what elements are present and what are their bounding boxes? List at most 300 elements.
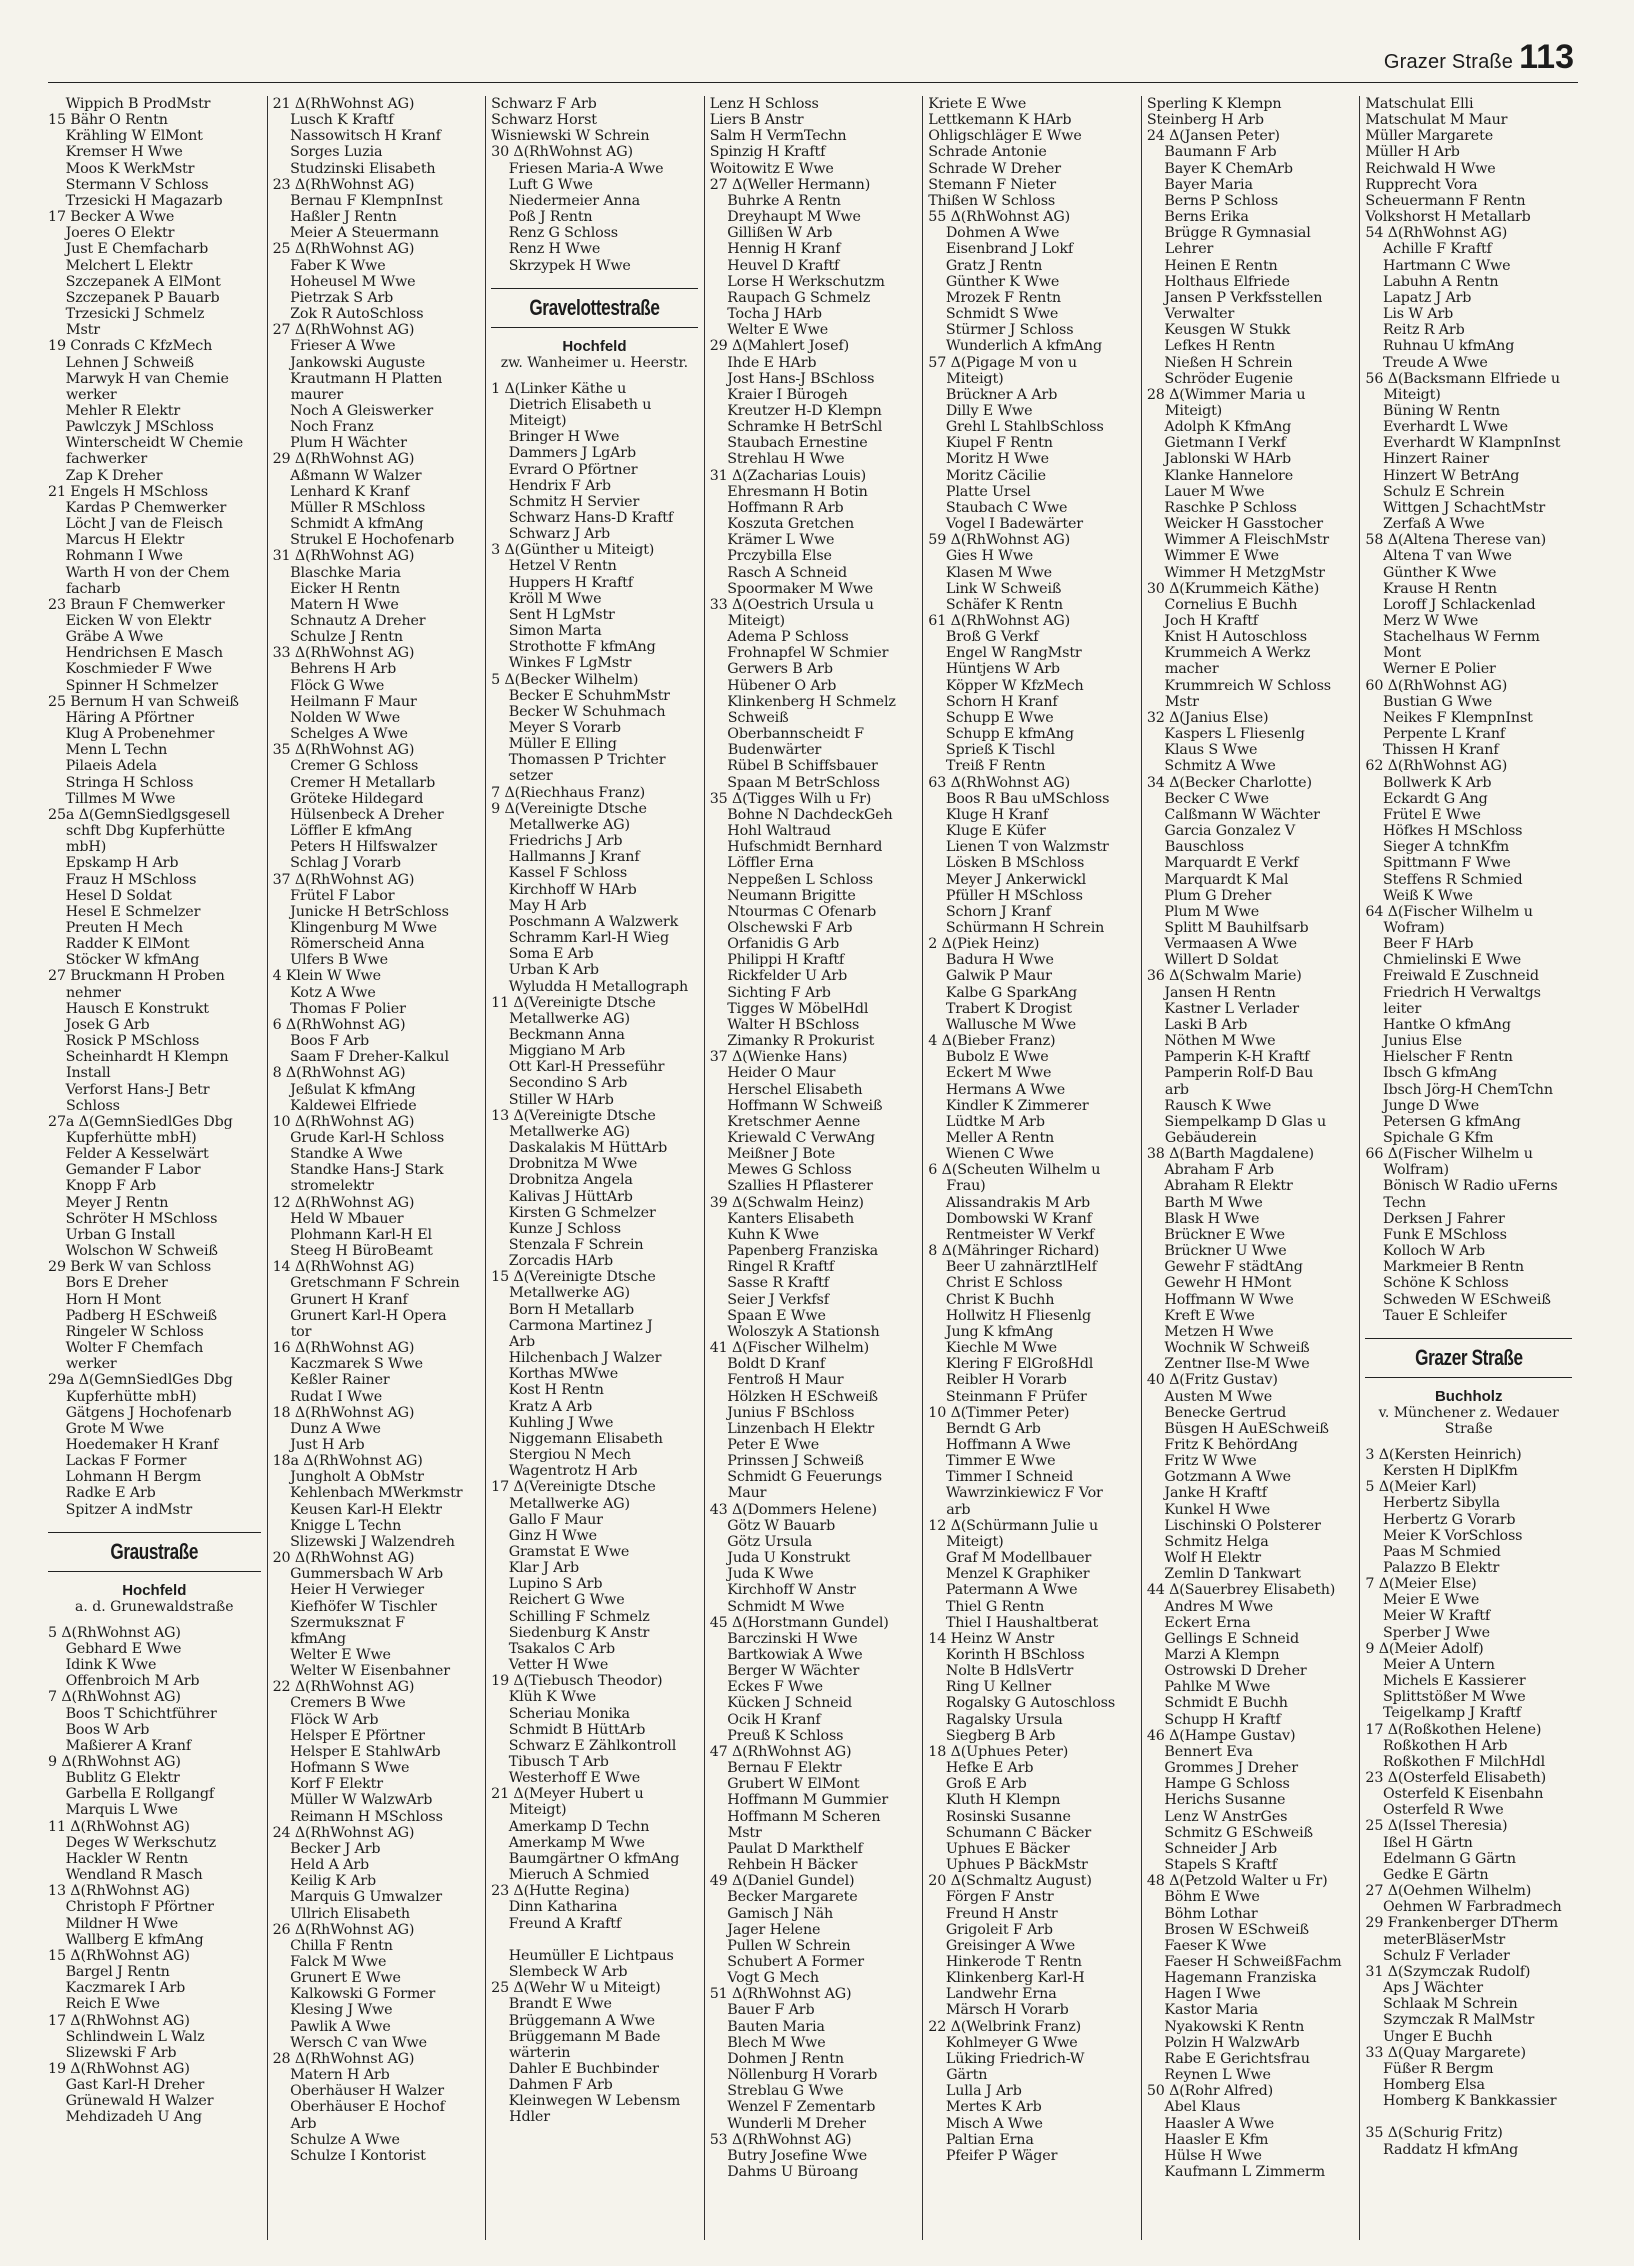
- resident-entry: Strehlau H Wwe: [709, 451, 845, 468]
- entry-continuation: Metallwerke AG): [509, 816, 630, 833]
- resident-entry: Brückner A Arb: [928, 386, 1058, 403]
- resident-entry: Zok R AutoSchloss: [272, 306, 424, 323]
- resident-entry: Klar J Arb: [491, 1560, 579, 1577]
- resident-entry: Just E Chemfacharb: [48, 241, 209, 258]
- resident-entry: Held W Mbauer: [272, 1210, 404, 1227]
- resident-entry: Paas M Schmied: [1365, 1543, 1501, 1560]
- resident-entry: Hendrix F Arb: [491, 477, 611, 494]
- resident-entry: Friesen Maria-A Wwe: [491, 160, 664, 177]
- resident-entry: 23 Δ(RhWohnst AG): [272, 176, 415, 193]
- resident-entry: 40 Δ(Fritz Gustav): [1146, 1372, 1278, 1389]
- resident-entry: Schmitz A Wwe: [1146, 758, 1276, 775]
- resident-entry: Klug A Probenehmer: [48, 726, 215, 743]
- resident-entry: Kaczmarek I Arb: [48, 1980, 186, 1997]
- resident-entry: Szczepanek P Bauarb: [48, 289, 220, 306]
- resident-entry: Friedrichs J Arb: [491, 833, 623, 850]
- resident-entry: Schulz F Verlader: [1365, 1947, 1510, 1964]
- resident-entry: Gewehr F städtAng: [1146, 1259, 1303, 1276]
- resident-entry: Christ K Buchh: [928, 1291, 1055, 1308]
- resident-entry: 9 Δ(RhWohnst AG): [48, 1754, 181, 1770]
- resident-entry: 5 Δ(RhWohnst AG): [48, 1624, 181, 1641]
- resident-entry: Altena T van Wwe: [1365, 548, 1512, 565]
- resident-entry: Eckardt G Ang: [1365, 790, 1488, 807]
- resident-entry: Urban K Arb: [491, 962, 599, 979]
- resident-entry: Nießen H Schrein: [1146, 354, 1293, 371]
- resident-entry: Niedermeier Anna: [491, 192, 641, 209]
- resident-entry: Hoheusel M Wwe: [272, 273, 416, 290]
- resident-entry: Hagemann Franziska: [1146, 1970, 1317, 1987]
- resident-entry: Dunz A Wwe: [272, 1420, 381, 1437]
- resident-entry: Merz W Wwe: [1365, 613, 1479, 629]
- resident-entry: Pawlik A Wwe: [272, 2018, 391, 2035]
- resident-entry: Schulze J Rentn: [272, 629, 403, 646]
- resident-entry: Labuhn A Rentn: [1365, 273, 1499, 290]
- resident-entry: Homberg Elsa: [1365, 2076, 1485, 2093]
- resident-entry: Christ E Schloss: [928, 1275, 1063, 1292]
- resident-entry: Schumann C Bäcker: [928, 1824, 1092, 1841]
- resident-entry: Beckmann Anna: [491, 1026, 625, 1043]
- district-name: Hochfeld: [122, 1581, 187, 1599]
- resident-entry: Siempelkamp D Glas u: [1146, 1113, 1327, 1130]
- resident-entry: Hesel D Soldat: [48, 887, 172, 904]
- resident-entry: Wolschon W Schweiß: [48, 1243, 218, 1260]
- resident-entry: Frauz H MSchloss: [48, 871, 197, 888]
- directory-column: [1141, 96, 1360, 2240]
- resident-entry: Kirchhoff W Anstr: [709, 1582, 856, 1599]
- resident-entry: 47 Δ(RhWohnst AG): [709, 1743, 852, 1760]
- resident-entry: 20 Δ(RhWohnst AG): [272, 1550, 415, 1567]
- resident-entry: Höfkes H MSchloss: [1365, 823, 1523, 840]
- resident-entry: Müller W WalzwArb: [272, 1792, 433, 1809]
- resident-entry: Stürmer J Schloss: [928, 322, 1074, 339]
- street-range: a. d. Grunewaldstraße: [75, 1598, 234, 1615]
- resident-entry: Paltian Erna: [928, 2131, 1034, 2148]
- resident-entry: Horn H Mont: [48, 1291, 161, 1308]
- resident-entry: Dilly E Wwe: [928, 402, 1033, 419]
- resident-entry: Linzenbach H Elektr: [709, 1420, 875, 1437]
- resident-entry: Zap K Dreher: [48, 467, 163, 484]
- resident-entry: Offenbroich M Arb: [48, 1673, 200, 1690]
- resident-entry: Heider O Maur: [709, 1065, 836, 1082]
- entry-continuation: facharb: [66, 580, 121, 597]
- resident-entry: Schubert A Former: [709, 1953, 864, 1970]
- resident-entry: Meier E Wwe: [1365, 1592, 1480, 1609]
- resident-entry: Heumüller E Lichtpaus: [491, 1947, 674, 1964]
- resident-entry: Hantke O kfmAng: [1365, 1016, 1511, 1033]
- resident-entry: 2 Δ(Piek Heinz): [928, 936, 1040, 953]
- resident-entry: Bublitz G Elektr: [48, 1770, 180, 1787]
- resident-entry: Chmielinski E Wwe: [1365, 952, 1522, 969]
- resident-entry: Schupp E Wwe: [928, 709, 1054, 726]
- entry-continuation: macher: [1164, 661, 1219, 678]
- resident-entry: Keusen Karl-H Elektr: [272, 1501, 442, 1518]
- resident-entry: 27 Δ(Oehmen Wilhelm): [1365, 1883, 1532, 1900]
- resident-entry: Osterfeld R Wwe: [1365, 1802, 1504, 1819]
- entry-continuation: Miteigt): [1383, 386, 1441, 403]
- resident-entry: Huppers H Kraftf: [491, 574, 633, 591]
- resident-entry: Becker E SchuhmMstr: [491, 687, 670, 704]
- street-range: zw. Wanheimer u. Heerstr.: [500, 354, 689, 371]
- directory-column: [267, 96, 486, 2240]
- resident-entry: Klesing J Wwe: [272, 2002, 393, 2019]
- resident-entry: 43 Δ(Dommers Helene): [709, 1501, 877, 1518]
- resident-entry: Cremers B Wwe: [272, 1695, 406, 1712]
- entry-continuation: arb: [946, 1501, 971, 1518]
- resident-entry: Thiel G Rentn: [928, 1598, 1045, 1615]
- resident-entry: Plum M Wwe: [1146, 903, 1260, 920]
- resident-entry: Schlag J Vorarb: [272, 855, 401, 872]
- resident-entry: Schelges A Wwe: [272, 726, 408, 743]
- entry-continuation: tor: [290, 1323, 312, 1340]
- resident-entry: 3 Δ(Kersten Heinrich): [1365, 1446, 1522, 1463]
- resident-entry: Adolph K KfmAng: [1146, 419, 1292, 436]
- resident-entry: Bauer F Arb: [709, 2002, 815, 2019]
- resident-entry: Thissen H Kranf: [1365, 742, 1499, 759]
- resident-entry: Freiwald E Zuschneid: [1365, 968, 1539, 985]
- resident-entry: Wallusche M Wwe: [928, 1016, 1077, 1033]
- resident-entry: Knigge L Techn: [272, 1517, 402, 1534]
- resident-entry: Garbella E Rollgangf: [48, 1786, 215, 1803]
- resident-entry: Schupp E kfmAng: [928, 726, 1074, 743]
- resident-entry: Mieruch A Schmied: [491, 1867, 650, 1884]
- resident-entry: Hermans A Wwe: [928, 1081, 1066, 1098]
- resident-entry: 31 Δ(RhWohnst AG): [272, 548, 415, 565]
- resident-entry: Marcus H Elektr: [48, 532, 185, 549]
- resident-entry: Hoffmann M Scheren: [709, 1808, 881, 1825]
- resident-entry: Vogel I Badewärter: [928, 516, 1083, 533]
- resident-entry: Oberhäuser E Hochof: [272, 2099, 445, 2116]
- resident-entry: Kolloch W Arb: [1365, 1243, 1486, 1260]
- resident-entry: Ruhnau U kfmAng: [1365, 338, 1515, 355]
- resident-entry: Wienen C Wwe: [928, 1146, 1054, 1163]
- resident-entry: Thiel I Haushaltberat: [928, 1614, 1099, 1631]
- directory-column: [922, 96, 1141, 2240]
- resident-entry: Drobnitza Angela: [491, 1172, 633, 1189]
- resident-entry: 25 Δ(Wehr W u Miteigt): [491, 1980, 661, 1997]
- resident-entry: Kraier I Bürogeh: [709, 386, 848, 403]
- resident-entry: Rausch K Wwe: [1146, 1097, 1272, 1114]
- entry-continuation: Arb: [290, 2115, 317, 2132]
- resident-entry: 8 Δ(RhWohnst AG): [272, 1065, 406, 1082]
- resident-entry: Löffler E kfmAng: [272, 823, 413, 840]
- resident-entry: 6 Δ(Scheuten Wilhelm u: [928, 1162, 1101, 1179]
- resident-entry: Schrade W Dreher: [928, 160, 1061, 177]
- entry-continuation: maurer: [290, 386, 344, 403]
- resident-entry: Renz H Wwe: [491, 241, 601, 258]
- resident-entry: Rübel B Schiffsbauer: [709, 758, 878, 775]
- resident-entry: Hinzert Rainer: [1365, 451, 1489, 468]
- resident-entry: Mildner H Wwe: [48, 1915, 179, 1932]
- resident-entry: Gietmann I Verkf: [1146, 435, 1286, 452]
- resident-entry: Ring U Kellner: [928, 1679, 1052, 1696]
- resident-entry: Welter E Wwe: [272, 1647, 391, 1663]
- resident-entry: Reitz R Arb: [1365, 322, 1465, 339]
- resident-entry: Mehler R Elektr: [48, 402, 181, 419]
- resident-entry: Kassel F Schloss: [491, 865, 628, 882]
- resident-entry: Kaufmann L Zimmerm: [1146, 2164, 1325, 2180]
- resident-entry: Matern H Arb: [272, 2067, 390, 2084]
- resident-entry: Pfeifer P Wäger: [928, 2147, 1058, 2164]
- resident-entry: Spichale G Kfm: [1365, 1130, 1494, 1146]
- resident-entry: Carmona Martinez J: [491, 1317, 653, 1334]
- resident-entry: Schrade Antonie: [928, 144, 1047, 161]
- resident-entry: Winterscheidt W Chemie: [48, 435, 244, 452]
- resident-entry: Freund A Kraftf: [491, 1915, 622, 1932]
- resident-entry: Just H Arb: [272, 1436, 365, 1453]
- resident-entry: Kunkel H Wwe: [1146, 1501, 1271, 1518]
- resident-entry: 23 Δ(Hutte Regina): [491, 1883, 630, 1900]
- entry-continuation: Schweiß: [727, 709, 789, 726]
- entry-continuation: mbH): [66, 839, 107, 856]
- resident-entry: Junicke H BetrSchloss: [272, 903, 449, 920]
- resident-entry: Tigges W MöbelHdl: [709, 1000, 869, 1017]
- resident-entry: Seier J Verkfsf: [709, 1291, 829, 1308]
- resident-entry: 44 Δ(Sauerbrey Elisabeth): [1146, 1582, 1336, 1599]
- resident-entry: Oberbannscheidt F: [709, 726, 864, 743]
- resident-entry: Schmidt S Wwe: [928, 306, 1059, 323]
- resident-entry: Rupprecht Vora: [1365, 176, 1478, 193]
- resident-entry: Staubach C Wwe: [928, 499, 1068, 516]
- resident-entry: Günther K Wwe: [1365, 564, 1497, 581]
- resident-entry: Marquis G Umwalzer: [272, 1889, 442, 1906]
- resident-entry: Zerfaß A Wwe: [1365, 516, 1485, 533]
- resident-entry: Woloszyk A Stationsh: [709, 1323, 880, 1340]
- resident-entry: Gedke E Gärtn: [1365, 1866, 1489, 1883]
- entry-continuation: Miteigt): [946, 1533, 1004, 1550]
- resident-entry: Studzinski Elisabeth: [272, 160, 436, 177]
- resident-entry: Schröter H MSchloss: [48, 1210, 218, 1227]
- resident-entry: Lis W Arb: [1365, 306, 1454, 323]
- resident-entry: Fritz K BehördAng: [1146, 1436, 1298, 1453]
- resident-entry: Kriewald C VerwAng: [709, 1130, 875, 1146]
- resident-entry: Matschulat Elli: [1365, 96, 1474, 112]
- entry-continuation: Miteigt): [727, 613, 785, 629]
- resident-entry: Müller E Elling: [491, 736, 617, 753]
- resident-entry: 29 Berk W van Schloss: [48, 1259, 212, 1276]
- resident-entry: Stenzala F Schrein: [491, 1237, 644, 1253]
- resident-entry: 35 Δ(Schurig Fritz): [1365, 2125, 1503, 2142]
- resident-entry: Reibler H Vorarb: [928, 1372, 1067, 1389]
- resident-entry: 10 Δ(RhWohnst AG): [272, 1113, 415, 1130]
- resident-entry: Köpper W KfzMech: [928, 677, 1084, 694]
- resident-entry: Prczybilla Else: [709, 548, 832, 565]
- resident-entry: Scheriau Monika: [491, 1705, 630, 1722]
- resident-entry: Schwarz Horst: [491, 112, 597, 129]
- resident-entry: Keilig K Arb: [272, 1873, 377, 1890]
- entry-continuation: Metallwerke AG): [509, 1285, 630, 1302]
- resident-entry: Holthaus Elfriede: [1146, 273, 1290, 290]
- resident-entry: Faeser K Wwe: [1146, 1937, 1267, 1954]
- resident-entry: Brückner U Wwe: [1146, 1243, 1287, 1260]
- resident-entry: Plohmann Karl-H El: [272, 1226, 432, 1243]
- resident-entry: Markmeier B Rentn: [1365, 1259, 1524, 1276]
- resident-entry: 48 Δ(Petzold Walter u Fr): [1146, 1873, 1328, 1890]
- resident-entry: Reich E Wwe: [48, 1996, 160, 2013]
- resident-entry: Brügge R Gymnasial: [1146, 225, 1311, 242]
- entry-continuation: Miteigt): [946, 370, 1004, 387]
- resident-entry: Woitowitz E Wwe: [709, 160, 834, 177]
- resident-entry: Pahlke M Wwe: [1146, 1679, 1271, 1696]
- resident-entry: Petersen G kfmAng: [1365, 1113, 1521, 1130]
- resident-entry: Rehbein H Bäcker: [709, 1857, 858, 1874]
- resident-entry: 58 Δ(Altena Therese van): [1365, 532, 1547, 549]
- entry-continuation: arb: [1164, 1081, 1189, 1098]
- resident-entry: Welter W Eisenbahner: [272, 1663, 450, 1680]
- resident-entry: 12 Δ(Schürmann Julie u: [928, 1517, 1099, 1534]
- resident-entry: Schneider J Arb: [1146, 1840, 1278, 1857]
- resident-entry: Sperling K Klempn: [1146, 96, 1282, 112]
- resident-entry: Rogalsky G Autoschloss: [928, 1695, 1116, 1712]
- resident-entry: Olschewski F Arb: [709, 919, 853, 936]
- resident-entry: Kersten H DiplKfm: [1365, 1463, 1518, 1480]
- resident-entry: Lüking Friedrich-W: [928, 2050, 1085, 2067]
- resident-entry: Bustian G Wwe: [1365, 693, 1493, 710]
- resident-entry: Strothotte F kfmAng: [491, 639, 656, 656]
- resident-entry: Hielscher F Rentn: [1365, 1049, 1513, 1066]
- resident-entry: 49 Δ(Daniel Gundel): [709, 1873, 855, 1890]
- resident-entry: 64 Δ(Fischer Wilhelm u: [1365, 903, 1533, 920]
- resident-entry: Gewehr H HMont: [1146, 1275, 1292, 1292]
- resident-entry: Gamisch J Näh: [709, 1905, 834, 1922]
- resident-entry: Falck M Wwe: [272, 1953, 387, 1970]
- resident-entry: Pilaeis Adela: [48, 758, 157, 775]
- resident-entry: Spoormaker M Wwe: [709, 580, 874, 597]
- resident-entry: Schnautz A Dreher: [272, 613, 426, 629]
- resident-entry: Derksen J Fahrer: [1365, 1210, 1505, 1227]
- resident-entry: Laski B Arb: [1146, 1016, 1248, 1033]
- resident-entry: Ocik H Kranf: [709, 1711, 821, 1728]
- resident-entry: Dohmen J Rentn: [709, 2050, 844, 2067]
- resident-entry: Renz G Schloss: [491, 225, 618, 242]
- resident-entry: Urban G Install: [48, 1226, 176, 1243]
- resident-entry: Thomas F Polier: [272, 1000, 406, 1017]
- resident-entry: Meier K VorSchloss: [1365, 1527, 1523, 1544]
- resident-entry: Dahms U Büroang: [709, 2164, 859, 2180]
- resident-entry: Melchert L Elektr: [48, 257, 193, 274]
- resident-entry: Brüggemann A Wwe: [491, 2012, 655, 2029]
- resident-entry: Edelmann G Gärtn: [1365, 1850, 1516, 1867]
- resident-entry: Hausch E Konstrukt: [48, 1000, 209, 1017]
- resident-entry: 17 Becker A Wwe: [48, 209, 175, 226]
- resident-entry: 29 Δ(RhWohnst AG): [272, 451, 415, 468]
- resident-entry: Streblau G Wwe: [709, 2083, 844, 2100]
- resident-entry: Kreft E Wwe: [1146, 1307, 1255, 1324]
- resident-entry: Bernau F Elektr: [709, 1760, 842, 1777]
- resident-entry: Scheinhardt H Klempn: [48, 1049, 229, 1066]
- resident-entry: Berns Erika: [1146, 209, 1249, 226]
- resident-entry: Faeser H SchweißFachm: [1146, 1953, 1342, 1970]
- resident-entry: Vogt G Mech: [709, 1970, 819, 1987]
- resident-entry: Bayer K ChemArb: [1146, 160, 1293, 177]
- entry-continuation: Maur: [727, 1485, 767, 1502]
- resident-entry: Noch A Gleiswerker: [272, 402, 434, 419]
- resident-entry: 37 Δ(Wienke Hans): [709, 1049, 848, 1066]
- resident-entry: Blask H Wwe: [1146, 1210, 1260, 1227]
- resident-entry: Tsakalos C Arb: [491, 1640, 616, 1657]
- resident-entry: Hagen I Wwe: [1146, 1986, 1261, 2003]
- resident-entry: Beer U zahnärztlHelf: [928, 1259, 1097, 1276]
- resident-entry: Schmitz Helga: [1146, 1533, 1269, 1550]
- resident-entry: Buhrke A Rentn: [709, 192, 841, 209]
- resident-entry: Standke Hans-J Stark: [272, 1162, 444, 1179]
- resident-entry: Welter E Wwe: [709, 322, 829, 339]
- resident-entry: Polzin H WalzwArb: [1146, 2034, 1300, 2051]
- resident-entry: Heinen E Rentn: [1146, 257, 1278, 274]
- resident-entry: 53 Δ(RhWohnst AG): [709, 2131, 852, 2148]
- resident-entry: Kalivas J HüttArb: [491, 1188, 633, 1205]
- resident-entry: 17 Δ(Vereinigte Dtsche: [491, 1479, 656, 1496]
- resident-entry: Junius Else: [1365, 1033, 1462, 1050]
- resident-entry: Benecke Gertrud: [1146, 1404, 1287, 1421]
- entry-continuation: Budenwärter: [727, 742, 822, 759]
- entry-continuation: leiter: [1383, 1000, 1422, 1017]
- resident-entry: Wenzel F Zementarb: [709, 2099, 876, 2116]
- page-number: 113: [1519, 38, 1574, 76]
- resident-entry: Rickfelder U Arb: [709, 968, 848, 985]
- resident-entry: Krähling W ElMont: [48, 128, 203, 145]
- resident-entry: Palazzo B Elektr: [1365, 1559, 1500, 1576]
- resident-entry: Bayer Maria: [1146, 176, 1253, 193]
- resident-entry: [491, 1932, 698, 1948]
- resident-entry: Becker Margarete: [709, 1889, 858, 1906]
- resident-entry: Spitzer A indMstr: [48, 1501, 193, 1518]
- resident-entry: Schwarz F Arb: [491, 96, 597, 112]
- resident-entry: 18 Δ(Uphues Peter): [928, 1743, 1069, 1760]
- resident-entry: Kuhling J Wwe: [491, 1414, 614, 1431]
- resident-entry: Moritz Cäcilie: [928, 467, 1046, 484]
- resident-entry: 23 Braun F Chemwerker: [48, 596, 225, 613]
- resident-entry: Greisinger A Wwe: [928, 1937, 1076, 1954]
- resident-entry: Dohmen A Wwe: [928, 225, 1060, 242]
- resident-entry: 24 Δ(RhWohnst AG): [272, 1824, 415, 1841]
- resident-entry: Brückner E Wwe: [1146, 1226, 1285, 1243]
- resident-entry: Jansen H Rentn: [1146, 984, 1276, 1001]
- entry-continuation: stromelektr: [290, 1178, 374, 1195]
- entry-continuation: meterBläserMstr: [1383, 1931, 1506, 1948]
- resident-entry: Skrzypek H Wwe: [491, 257, 631, 274]
- resident-entry: Kalkowski G Former: [272, 1986, 436, 2003]
- street-range: v. Münchener z. Wedauer Straße: [1378, 1404, 1559, 1437]
- resident-entry: Schilling F Schmelz: [491, 1608, 650, 1625]
- resident-entry: Herbertz Sibylla: [1365, 1495, 1500, 1512]
- resident-entry: Kriete E Wwe: [928, 96, 1027, 112]
- resident-entry: Patermann A Wwe: [928, 1582, 1078, 1599]
- resident-entry: Helsper E StahlwArb: [272, 1743, 441, 1760]
- resident-entry: Herschel Elisabeth: [709, 1081, 863, 1098]
- resident-entry: Nassowitsch H Kranf: [272, 128, 441, 145]
- resident-entry: Hilchenbach J Walzer: [491, 1350, 662, 1367]
- resident-entry: Fentroß H Maur: [709, 1372, 844, 1389]
- resident-entry: Pietrzak S Arb: [272, 289, 394, 306]
- entry-continuation: nehmer: [66, 984, 121, 1001]
- resident-entry: Hoffmann M Gummier: [709, 1792, 889, 1809]
- resident-entry: Meißner J Bote: [709, 1146, 836, 1163]
- resident-entry: Rosinski Susanne: [928, 1808, 1071, 1825]
- resident-entry: Kretschmer Aenne: [709, 1113, 861, 1130]
- entry-continuation: Hdler: [509, 2109, 550, 2126]
- resident-entry: Krautmann H Platten: [272, 370, 443, 387]
- resident-entry: Kiefhöfer W Tischler: [272, 1598, 437, 1615]
- resident-entry: Garcia Gonzalez V: [1146, 823, 1296, 840]
- resident-entry: Klingenburg M Wwe: [272, 919, 437, 936]
- resident-entry: Brüggemann M Bade: [491, 2028, 661, 2045]
- resident-entry: Kreutzer H-D Klempn: [709, 402, 882, 419]
- resident-entry: Groß E Arb: [928, 1776, 1027, 1793]
- resident-entry: Meyer J Ankerwickl: [928, 871, 1086, 888]
- resident-entry: Eicken W von Elektr: [48, 613, 212, 629]
- resident-entry: Keßler Rainer: [272, 1372, 390, 1389]
- entry-continuation: Metallwerke AG): [509, 1123, 630, 1140]
